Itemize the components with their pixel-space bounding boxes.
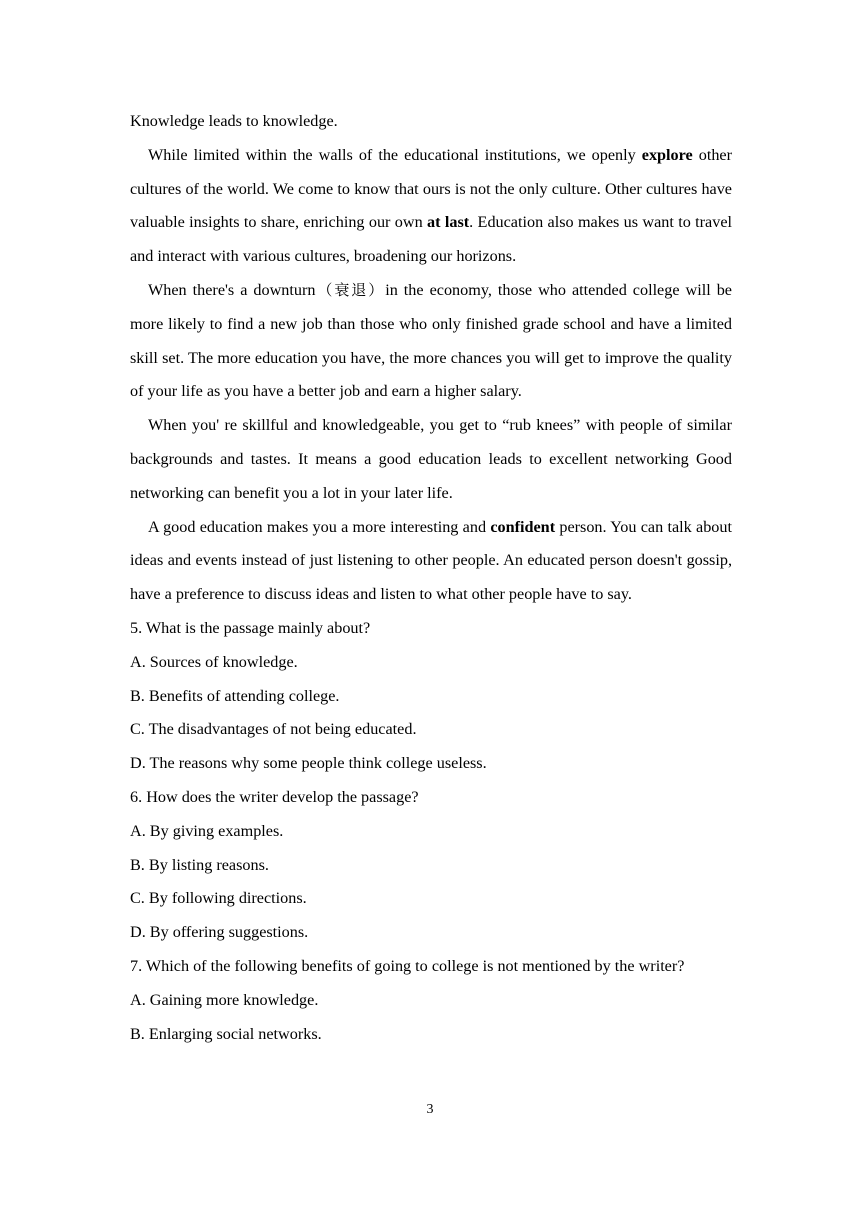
bold-term-explore: explore: [641, 145, 693, 164]
answer-option: C. The disadvantages of not being educated.: [130, 720, 417, 739]
passage-paragraph-1: [130, 139, 732, 274]
document-page: [130, 105, 732, 1051]
paragraph-text: When there's a downturn: [148, 280, 316, 299]
chinese-gloss: （衰退）: [315, 280, 386, 299]
question-6: [130, 781, 732, 950]
answer-option: D. By offering suggestions.: [130, 923, 309, 942]
paragraph-text: . Education also makes us want to travel and interact with various cultures, broadening our horizons.: [130, 213, 733, 266]
answer-option: D. The reasons why some people think college useless.: [130, 754, 487, 773]
answer-option: A. By giving examples.: [130, 821, 284, 840]
passage-line: Knowledge leads to knowledge.: [130, 112, 338, 130]
answer-option: A. Gaining more knowledge.: [130, 990, 319, 1009]
answer-option: C. By following directions.: [130, 889, 307, 908]
question-7: [130, 950, 732, 1051]
question-5: [130, 612, 732, 781]
question-stem: 5. What is the passage mainly about?: [130, 618, 371, 637]
passage-paragraph-4: [130, 511, 732, 612]
bold-term-confident: confident: [490, 517, 556, 536]
page-number: 3: [426, 1102, 434, 1117]
question-stem: 6. How does the writer develop the passage?: [130, 787, 419, 806]
answer-option: A. Sources of knowledge.: [130, 652, 298, 671]
paragraph-text: While limited within the walls of the educational institutions, we openly: [148, 145, 642, 164]
passage-paragraph-3: When you' re skillful and knowledgeable, you get to “rub knees” with people of similar backgrounds and tastes. It means a good education leads to excellent networking Good networking can benefit you a lot in your later life.: [130, 416, 732, 502]
paragraph-text: person. You can talk about ideas and events instead of just listening to other people. An educated person doesn't gossip, have a preference to discuss ideas and listen to what other people have to say.: [130, 517, 732, 604]
bold-term-at-last: at last: [427, 213, 470, 232]
paragraph-text: other cultures of the world. We come to know that ours is not the only culture. Other cultures have valuable insights to share, enriching our own: [130, 145, 732, 232]
question-stem: 7. Which of the following benefits of going to college is not mentioned by the writer?: [130, 956, 685, 975]
paragraph-text: A good education makes you a more interesting and: [148, 517, 491, 536]
answer-option: B. By listing reasons.: [130, 855, 269, 874]
paragraph-text: in the economy, those who attended college will be more likely to find a new job than those who only finished grade school and have a limited skill set. The more education you have, the more chances you will get to improve the quality of your life as you have a better job and earn a higher salary.: [130, 280, 732, 401]
passage-paragraph-2: [130, 274, 732, 409]
answer-option: B. Benefits of attending college.: [130, 686, 340, 705]
answer-option: B. Enlarging social networks.: [130, 1024, 322, 1043]
